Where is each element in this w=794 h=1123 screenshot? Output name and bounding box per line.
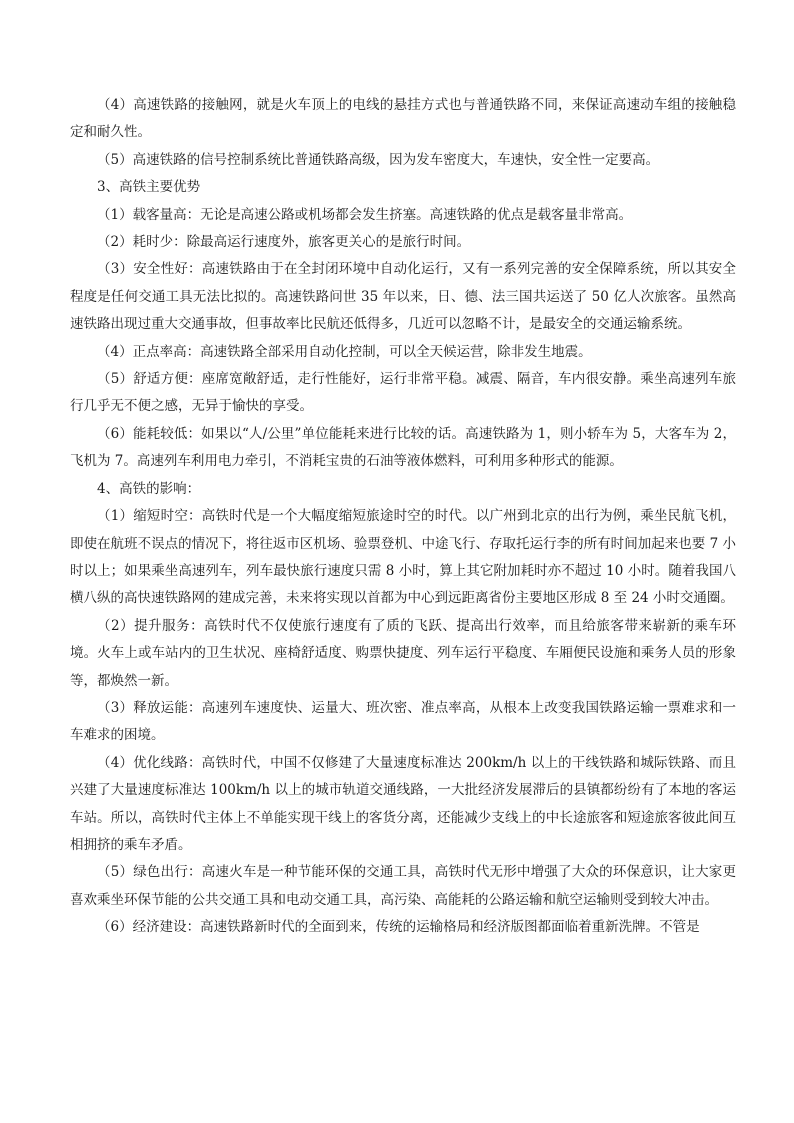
paragraph-energy: （6）能耗较低：如果以“人/公里”单位能耗来进行比较的话。高速铁路为 1，则小轿车为 5，大客车为 2，飞机为 7。高速列车利用电力牵引，不消耗宝贵的石油等液体燃料，可利用多种形式的能源。 bbox=[70, 425, 736, 470]
paragraph-capacity: （1）载客量高：无论是高速公路或机场都会发生挤塞。高速铁路的优点是载客量非常高。 bbox=[97, 206, 633, 223]
section-heading-advantages: 3、高铁主要优势 bbox=[97, 179, 201, 196]
paragraph-shorten-time: （1）缩短时空：高铁时代是一个大幅度缩短旅途时空的时代。以广州到北京的出行为例，乘坐民航飞机，即使在航班不误点的情况下，将往返市区机场、验票登机、中途飞行、存取托运行李的所有时间加起来也要 7 小时以上；如果乘坐高速列车，列车最快旅行速度只需 8 小时，算上其它附加耗时亦不超过 10 小时。随着我国八横八纵的高快速铁路网的建成完善，未来将实现以首都为中心到远距离省份主要地区形成 8 至 24 小时交通圈。 bbox=[70, 508, 736, 607]
paragraph-signal-control: （5）高速铁路的信号控制系统比普通铁路高级，因为发车密度大，车速快，安全性一定要高。 bbox=[97, 151, 660, 168]
paragraph-time-saving: （2）耗时少：除最高运行速度外，旅客更关心的是旅行时间。 bbox=[97, 234, 471, 251]
paragraph-contact-network: （4）高速铁路的接触网，就是火车顶上的电线的悬挂方式也与普通铁路不同，来保证高速动车组的接触稳定和耐久性。 bbox=[70, 97, 736, 141]
paragraph-service: （2）提升服务：高铁时代不仅使旅行速度有了质的飞跃、提高出行效率，而且给旅客带来崭新的乘车环境。火车上或车站内的卫生状况、座椅舒适度、购票快捷度、列车运行平稳度、车厢便民设施和乘务人员的形象等，都焕然一新。 bbox=[70, 617, 737, 689]
paragraph-capacity-release: （3）释放运能：高速列车速度快、运量大、班次密、准点率高，从根本上改变我国铁路运输一票难求和一车难求的困境。 bbox=[70, 699, 736, 744]
paragraph-safety: （3）安全性好：高速铁路由于在全封闭环境中自动化运行，又有一系列完善的安全保障系统，所以其安全程度是任何交通工具无法比拟的。高速铁路问世 35 年以来，日、德、法三国共运送了 50 亿人次旅客。虽然高速铁路出现过重大交通事故，但事故率比民航还低得多，几近可以忽略不计，是最安全的交通运输系统。 bbox=[70, 261, 736, 333]
document-body bbox=[70, 92, 736, 942]
paragraph-economy: （6）经济建设：高速铁路新时代的全面到来，传统的运输格局和经济版图都面临着重新洗牌。不管是 bbox=[97, 919, 700, 936]
section-heading-impact: 4、高铁的影响： bbox=[97, 480, 201, 497]
paragraph-punctuality: （4）正点率高：高速铁路全部采用自动化控制，可以全天候运营，除非发生地震。 bbox=[97, 343, 592, 360]
paragraph-comfort: （5）舒适方便：座席宽敞舒适，走行性能好，运行非常平稳。减震、隔音，车内很安静。乘坐高速列车旅行几乎无不便之感，无异于愉快的享受。 bbox=[70, 371, 736, 415]
paragraph-green-travel: （5）绿色出行：高速火车是一种节能环保的交通工具，高铁时代无形中增强了大众的环保意识，让大家更喜欢乘坐环保节能的公共交通工具和电动交通工具，高污染、高能耗的公路运输和航空运输则受到较大冲击。 bbox=[70, 864, 736, 908]
paragraph-route-optimization: （4）优化线路：高铁时代，中国不仅修建了大量速度标准达 200km/h 以上的干线铁路和城际铁路、而且兴建了大量速度标准达 100km/h 以上的城市轨道交通线路，一大批经济发展滞后的县镇都纷纷有了本地的客运车站。所以，高铁时代主体上不单能实现干线上的客货分离，还能减少支线上的中长途旅客和短途旅客彼此间互相拥挤的乘车矛盾。 bbox=[70, 754, 736, 853]
